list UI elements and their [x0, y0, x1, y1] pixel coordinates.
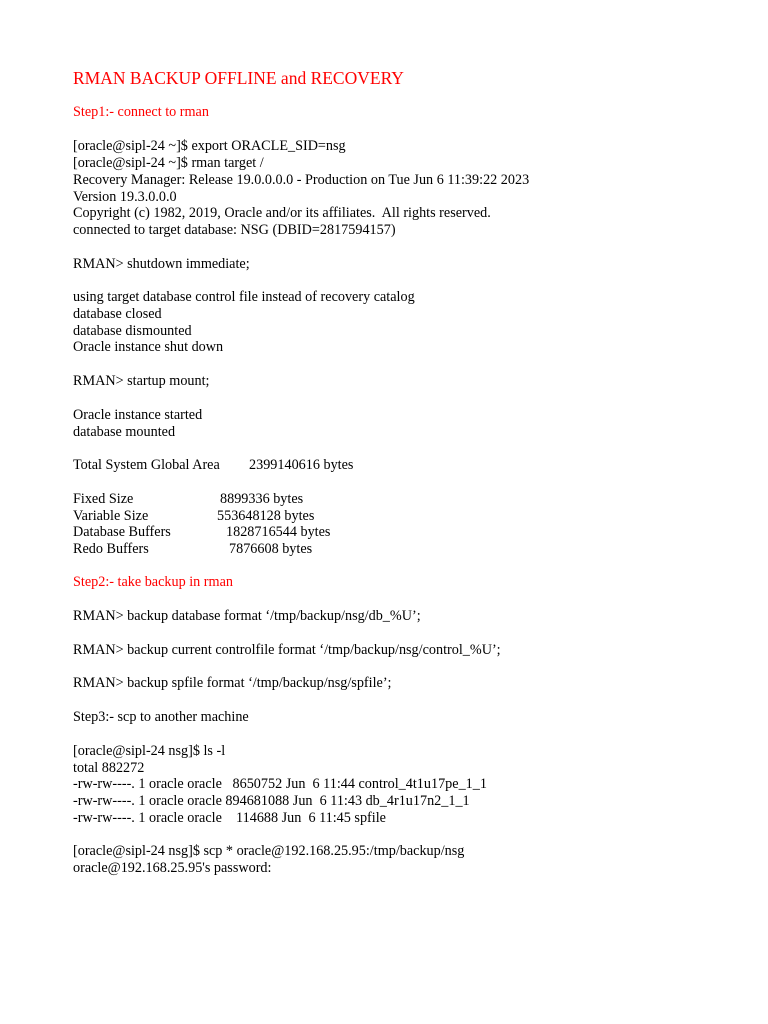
backup-command: RMAN> backup spfile format ‘/tmp/backup/nsg/spfile’;	[73, 675, 392, 691]
memory-label: Variable Size	[73, 508, 149, 524]
memory-label: Redo Buffers	[73, 541, 149, 557]
memory-value: 7876608 bytes	[229, 541, 313, 557]
shutdown-command: RMAN> shutdown immediate;	[73, 256, 250, 272]
shutdown-output-line: using target database control file instead of recovery catalog	[73, 289, 415, 305]
ls-line: -rw-rw----. 1 oracle oracle 8650752 Jun 6 11:44 control_4t1u17pe_1_1	[73, 776, 487, 792]
memory-label: Fixed Size	[73, 491, 134, 507]
step2-heading: Step2:- take backup in rman	[73, 574, 233, 590]
connect-line: Version 19.3.0.0.0	[73, 189, 177, 205]
document-title: RMAN BACKUP OFFLINE and RECOVERY	[73, 68, 404, 88]
backup-command: RMAN> backup current controlfile format ‘/tmp/backup/nsg/control_%U’;	[73, 642, 501, 658]
ls-line: total 882272	[73, 760, 145, 776]
step3-heading: Step3:- scp to another machine	[73, 709, 249, 725]
sga-value: 2399140616 bytes	[249, 457, 354, 473]
scp-line: oracle@192.168.25.95's password:	[73, 860, 272, 876]
memory-label: Database Buffers	[73, 524, 171, 540]
connect-line: Recovery Manager: Release 19.0.0.0.0 - Production on Tue Jun 6 11:39:22 2023	[73, 172, 530, 188]
step1-heading: Step1:- connect to rman	[73, 104, 209, 120]
memory-value: 1828716544 bytes	[226, 524, 331, 540]
startup-output-line: Oracle instance started	[73, 407, 203, 423]
ls-line: -rw-rw----. 1 oracle oracle 114688 Jun 6 11:45 spfile	[73, 810, 386, 826]
shutdown-output-line: database closed	[73, 306, 162, 322]
connect-line: [oracle@sipl-24 ~]$ export ORACLE_SID=nsg	[73, 138, 346, 154]
connect-line: Copyright (c) 1982, 2019, Oracle and/or its affiliates. All rights reserved.	[73, 205, 491, 221]
backup-command: RMAN> backup database format ‘/tmp/backup/nsg/db_%U’;	[73, 608, 421, 624]
connect-line: connected to target database: NSG (DBID=2817594157)	[73, 222, 396, 238]
startup-output-line: database mounted	[73, 424, 176, 440]
ls-line: -rw-rw----. 1 oracle oracle 894681088 Jun 6 11:43 db_4r1u17n2_1_1	[73, 793, 470, 809]
scp-line: [oracle@sipl-24 nsg]$ scp * oracle@192.168.25.95:/tmp/backup/nsg	[73, 843, 465, 859]
connect-line: [oracle@sipl-24 ~]$ rman target /	[73, 155, 264, 171]
startup-command: RMAN> startup mount;	[73, 373, 210, 389]
shutdown-output-line: Oracle instance shut down	[73, 339, 224, 355]
memory-value: 8899336 bytes	[220, 491, 304, 507]
shutdown-output-line: database dismounted	[73, 323, 192, 339]
sga-label: Total System Global Area	[73, 457, 220, 473]
ls-line: [oracle@sipl-24 nsg]$ ls -l	[73, 743, 226, 759]
memory-value: 553648128 bytes	[217, 508, 315, 524]
